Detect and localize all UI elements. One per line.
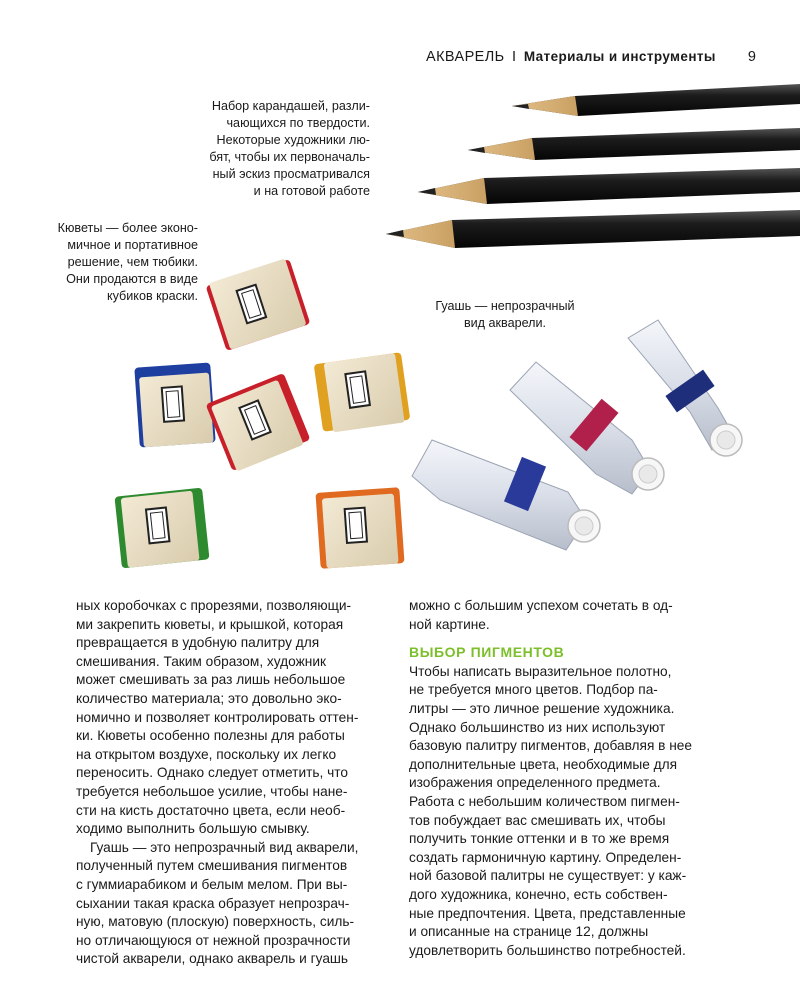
text-line: ных коробочках с прорезями, позволяющи- bbox=[76, 598, 352, 613]
text-line: создать гармоничную картину. Определен- bbox=[409, 849, 682, 865]
text-line: литры — это личное решение художника. bbox=[409, 700, 675, 716]
caption-line: мичное и портативное bbox=[67, 238, 198, 252]
caption-line: чающихся по твердости. bbox=[226, 116, 370, 130]
tube-navy bbox=[628, 320, 742, 456]
caption-line: Набор карандашей, разли- bbox=[211, 99, 370, 113]
caption-line: Некоторые художники лю- bbox=[216, 133, 370, 147]
header-subtitle: Материалы и инструменты bbox=[523, 49, 716, 64]
text-line: получить тонкие оттенки и в то же время bbox=[409, 831, 670, 847]
caption-line: кубиков краски. bbox=[106, 289, 198, 303]
text-line: превращается в удобную палитру для bbox=[76, 635, 320, 651]
caption-line: решение, чем тюбики. bbox=[67, 255, 198, 269]
body-column-left bbox=[76, 597, 386, 969]
text-line: базовую палитру пигментов, добавляя в нее bbox=[409, 738, 693, 754]
caption-line: и на готовой работе bbox=[253, 184, 370, 198]
pencil bbox=[386, 210, 800, 248]
text-line: но отличающуюся от нежной прозрачности bbox=[76, 932, 351, 948]
caption-line: Кюветы — более эконо- bbox=[57, 221, 198, 235]
text-line: сыхании такая краска образует непрозрач- bbox=[76, 895, 350, 911]
pan-red-center bbox=[206, 373, 312, 473]
text-line: тов побуждает вас смешивать их, чтобы bbox=[409, 812, 666, 828]
caption-line: бят, чтобы их первоначаль- bbox=[209, 150, 370, 164]
text-line: ной базовой палитры не существует: у каж- bbox=[409, 868, 687, 884]
text-line: Однако большинство из них используют bbox=[409, 719, 666, 735]
text-line: можно с большим успехом сочетать в од- bbox=[409, 598, 673, 613]
text-line: Гуашь — это непрозрачный вид акварели, bbox=[90, 839, 359, 855]
text-line: ходимо выполнить большую смывку. bbox=[76, 821, 310, 837]
text-line: ную, матовую (плоскую) поверхность, силь- bbox=[76, 914, 355, 930]
text-line: Чтобы написать выразительное полотно, bbox=[409, 663, 672, 679]
text-line: дополнительные цвета, необходимые для bbox=[409, 756, 678, 772]
text-line: на открытом воздухе, поскольку их легко bbox=[76, 746, 337, 762]
text-line: Работа с небольшим количеством пигмен- bbox=[409, 793, 680, 809]
text-line: чистой акварели, однако акварель и гуашь bbox=[76, 951, 349, 967]
pan-red-top bbox=[205, 257, 310, 351]
text-line: удовлетворить большинство потребностей. bbox=[409, 942, 686, 958]
text-line: номично и позволяет контролировать оттен- bbox=[76, 709, 359, 725]
text-line: ми закрепить кюветы, и крышкой, которая bbox=[76, 616, 344, 632]
text-line: изображения определенного предмета. bbox=[409, 775, 661, 791]
text-line: и описанные на странице 12, должны bbox=[409, 924, 649, 940]
text-line: ки. Кюветы особенно полезны для работы bbox=[76, 728, 345, 744]
text-line: ные предпочтения. Цвета, представленные bbox=[409, 905, 686, 921]
text-line: смешивания. Таким образом, художник bbox=[76, 653, 326, 669]
caption-line: Гуашь — непрозрачный bbox=[435, 299, 575, 313]
tube-blue bbox=[412, 440, 600, 550]
pencil bbox=[418, 168, 800, 204]
pan-green bbox=[114, 488, 209, 569]
header-separator: I bbox=[512, 49, 517, 65]
pencil bbox=[512, 84, 800, 116]
text-line: сти на кисть достаточно цвета, если необ- bbox=[76, 802, 346, 818]
header-section: АКВАРЕЛЬ bbox=[426, 49, 505, 65]
text-line: переносить. Однако следует отметить, что bbox=[76, 765, 348, 781]
page-number: 9 bbox=[747, 49, 756, 65]
text-line: не требуется много цветов. Подбор па- bbox=[409, 682, 658, 698]
text-line: количество материала; это довольно эко- bbox=[76, 690, 342, 706]
text-line: дого художника, конечно, есть собствен- bbox=[409, 886, 668, 902]
text-line: ной картине. bbox=[409, 616, 490, 632]
caption-line: вид акварели. bbox=[463, 316, 547, 330]
pan-blue bbox=[134, 362, 215, 447]
caption-line: Они продаются в виде bbox=[66, 272, 198, 286]
text-line: полученный путем смешивания пигментов bbox=[76, 858, 348, 874]
section-heading: ВЫБОР ПИГМЕНТОВ bbox=[409, 644, 565, 661]
caption-line: ный эскиз просматривался bbox=[212, 167, 370, 181]
pan-orange bbox=[315, 487, 404, 569]
pan-yellow bbox=[314, 352, 411, 434]
text-line: может смешивать за раз лишь небольшое bbox=[76, 672, 346, 688]
body-column-right bbox=[409, 597, 729, 960]
pencil bbox=[468, 128, 800, 160]
text-line: с гуммиарабиком и белым мелом. При вы- bbox=[76, 876, 348, 892]
text-line: требуется небольшое усилие, чтобы нане- bbox=[76, 783, 348, 799]
